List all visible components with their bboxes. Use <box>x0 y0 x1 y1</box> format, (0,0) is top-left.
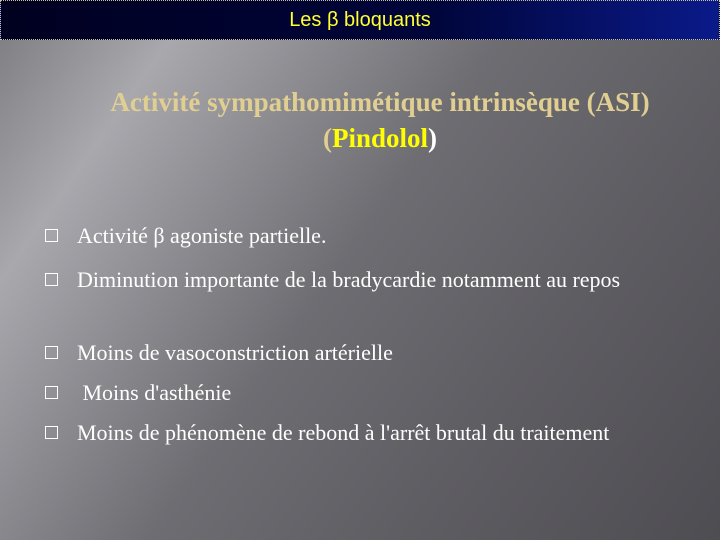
subtitle-close-paren: ) <box>428 123 438 153</box>
bullet-text: Moins de phénomène de rebond à l'arrêt brutal du traitement <box>77 420 610 445</box>
bullet-text: Moins de vasoconstriction artérielle <box>77 340 393 365</box>
slide-header-title: Les β bloquants <box>289 9 431 31</box>
bullet-box-icon <box>45 273 58 286</box>
slide-subtitle <box>40 84 720 156</box>
slide-header-bar <box>0 0 720 40</box>
bullet-item <box>77 416 662 449</box>
bullet-text: Moins d'asthénie <box>77 380 232 405</box>
bullet-text: Diminution importante de la bradycardie notamment au repos <box>77 267 621 292</box>
bullet-box-icon <box>45 229 58 242</box>
subtitle-line1: Activité sympathomimétique intrinsèque (ASI) <box>110 87 650 117</box>
bullet-item <box>77 376 662 409</box>
subtitle-open-paren: ( <box>322 123 332 153</box>
bullet-item <box>77 263 662 296</box>
subtitle-drug: Pindolol <box>331 123 429 153</box>
bullet-item <box>77 336 662 369</box>
bullet-box-icon <box>45 346 58 359</box>
bullet-item <box>77 219 662 252</box>
bullet-text: Activité β agoniste partielle. <box>77 223 327 248</box>
bullet-box-icon <box>45 386 58 399</box>
bullet-box-icon <box>45 426 58 439</box>
